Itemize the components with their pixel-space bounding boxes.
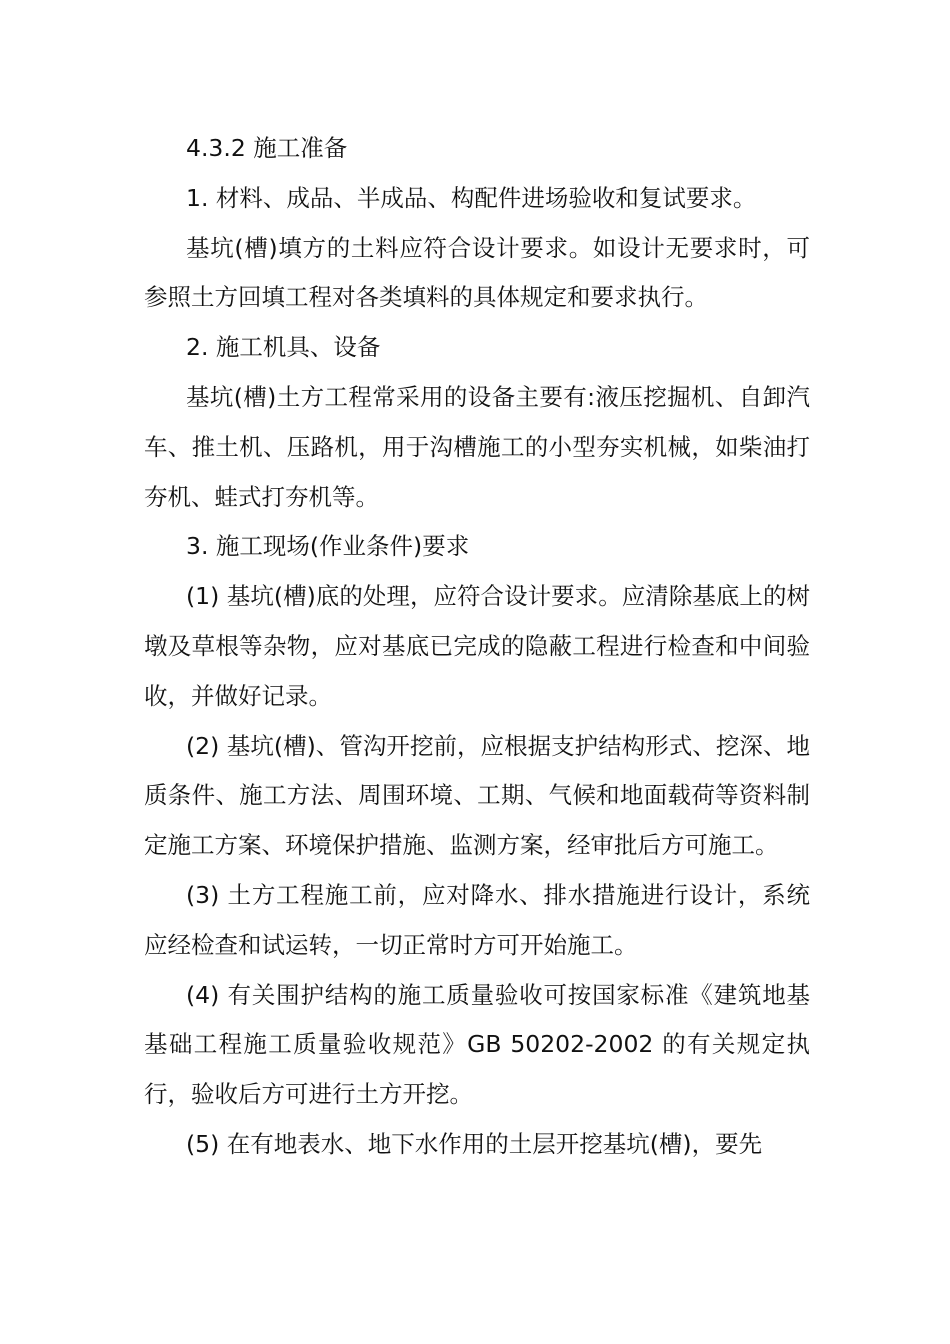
paragraph-requirement-3: (3) 土方工程施工前，应对降水、排水措施进行设计，系统应经检查和试运转，一切正常时方可开始施工。 <box>144 880 810 959</box>
paragraph-equipment: 基坑(槽)土方工程常采用的设备主要有:液压挖掘机、自卸汽车、推土机、压路机，用于沟槽施工的小型夯实机械，如柴油打夯机、蛙式打夯机等。 <box>144 382 810 511</box>
paragraph-requirement-2: (2) 基坑(槽)、管沟开挖前，应根据支护结构形式、挖深、地质条件、施工方法、周围环境、工期、气候和地面载荷等资料制定施工方案、环境保护措施、监测方案，经审批后方可施工。 <box>144 731 810 860</box>
document-body <box>144 124 810 1170</box>
section-heading: 4.3.2 施工准备 <box>186 134 348 162</box>
item-heading-site-requirements: 3. 施工现场(作业条件)要求 <box>186 532 470 561</box>
paragraph-requirement-5: (5) 在有地表水、地下水作用的土层开挖基坑(槽)，要先 <box>186 1129 763 1158</box>
item-heading-equipment: 2. 施工机具、设备 <box>186 333 381 362</box>
paragraph-requirement-4: (4) 有关围护结构的施工质量验收可按国家标准《建筑地基基础工程施工质量验收规范》GB 50202-2002 的有关规定执行，验收后方可进行土方开挖。 <box>144 980 810 1109</box>
paragraph-fill-material: 基坑(槽)填方的土料应符合设计要求。如设计无要求时，可参照土方回填工程对各类填料的具体规定和要求执行。 <box>144 233 810 312</box>
item-heading-materials: 1. 材料、成品、半成品、构配件进场验收和复试要求。 <box>186 183 757 212</box>
paragraph-requirement-1: (1) 基坑(槽)底的处理，应符合设计要求。应清除基底上的树墩及草根等杂物，应对基底已完成的隐蔽工程进行检查和中间验收，并做好记录。 <box>144 582 810 710</box>
